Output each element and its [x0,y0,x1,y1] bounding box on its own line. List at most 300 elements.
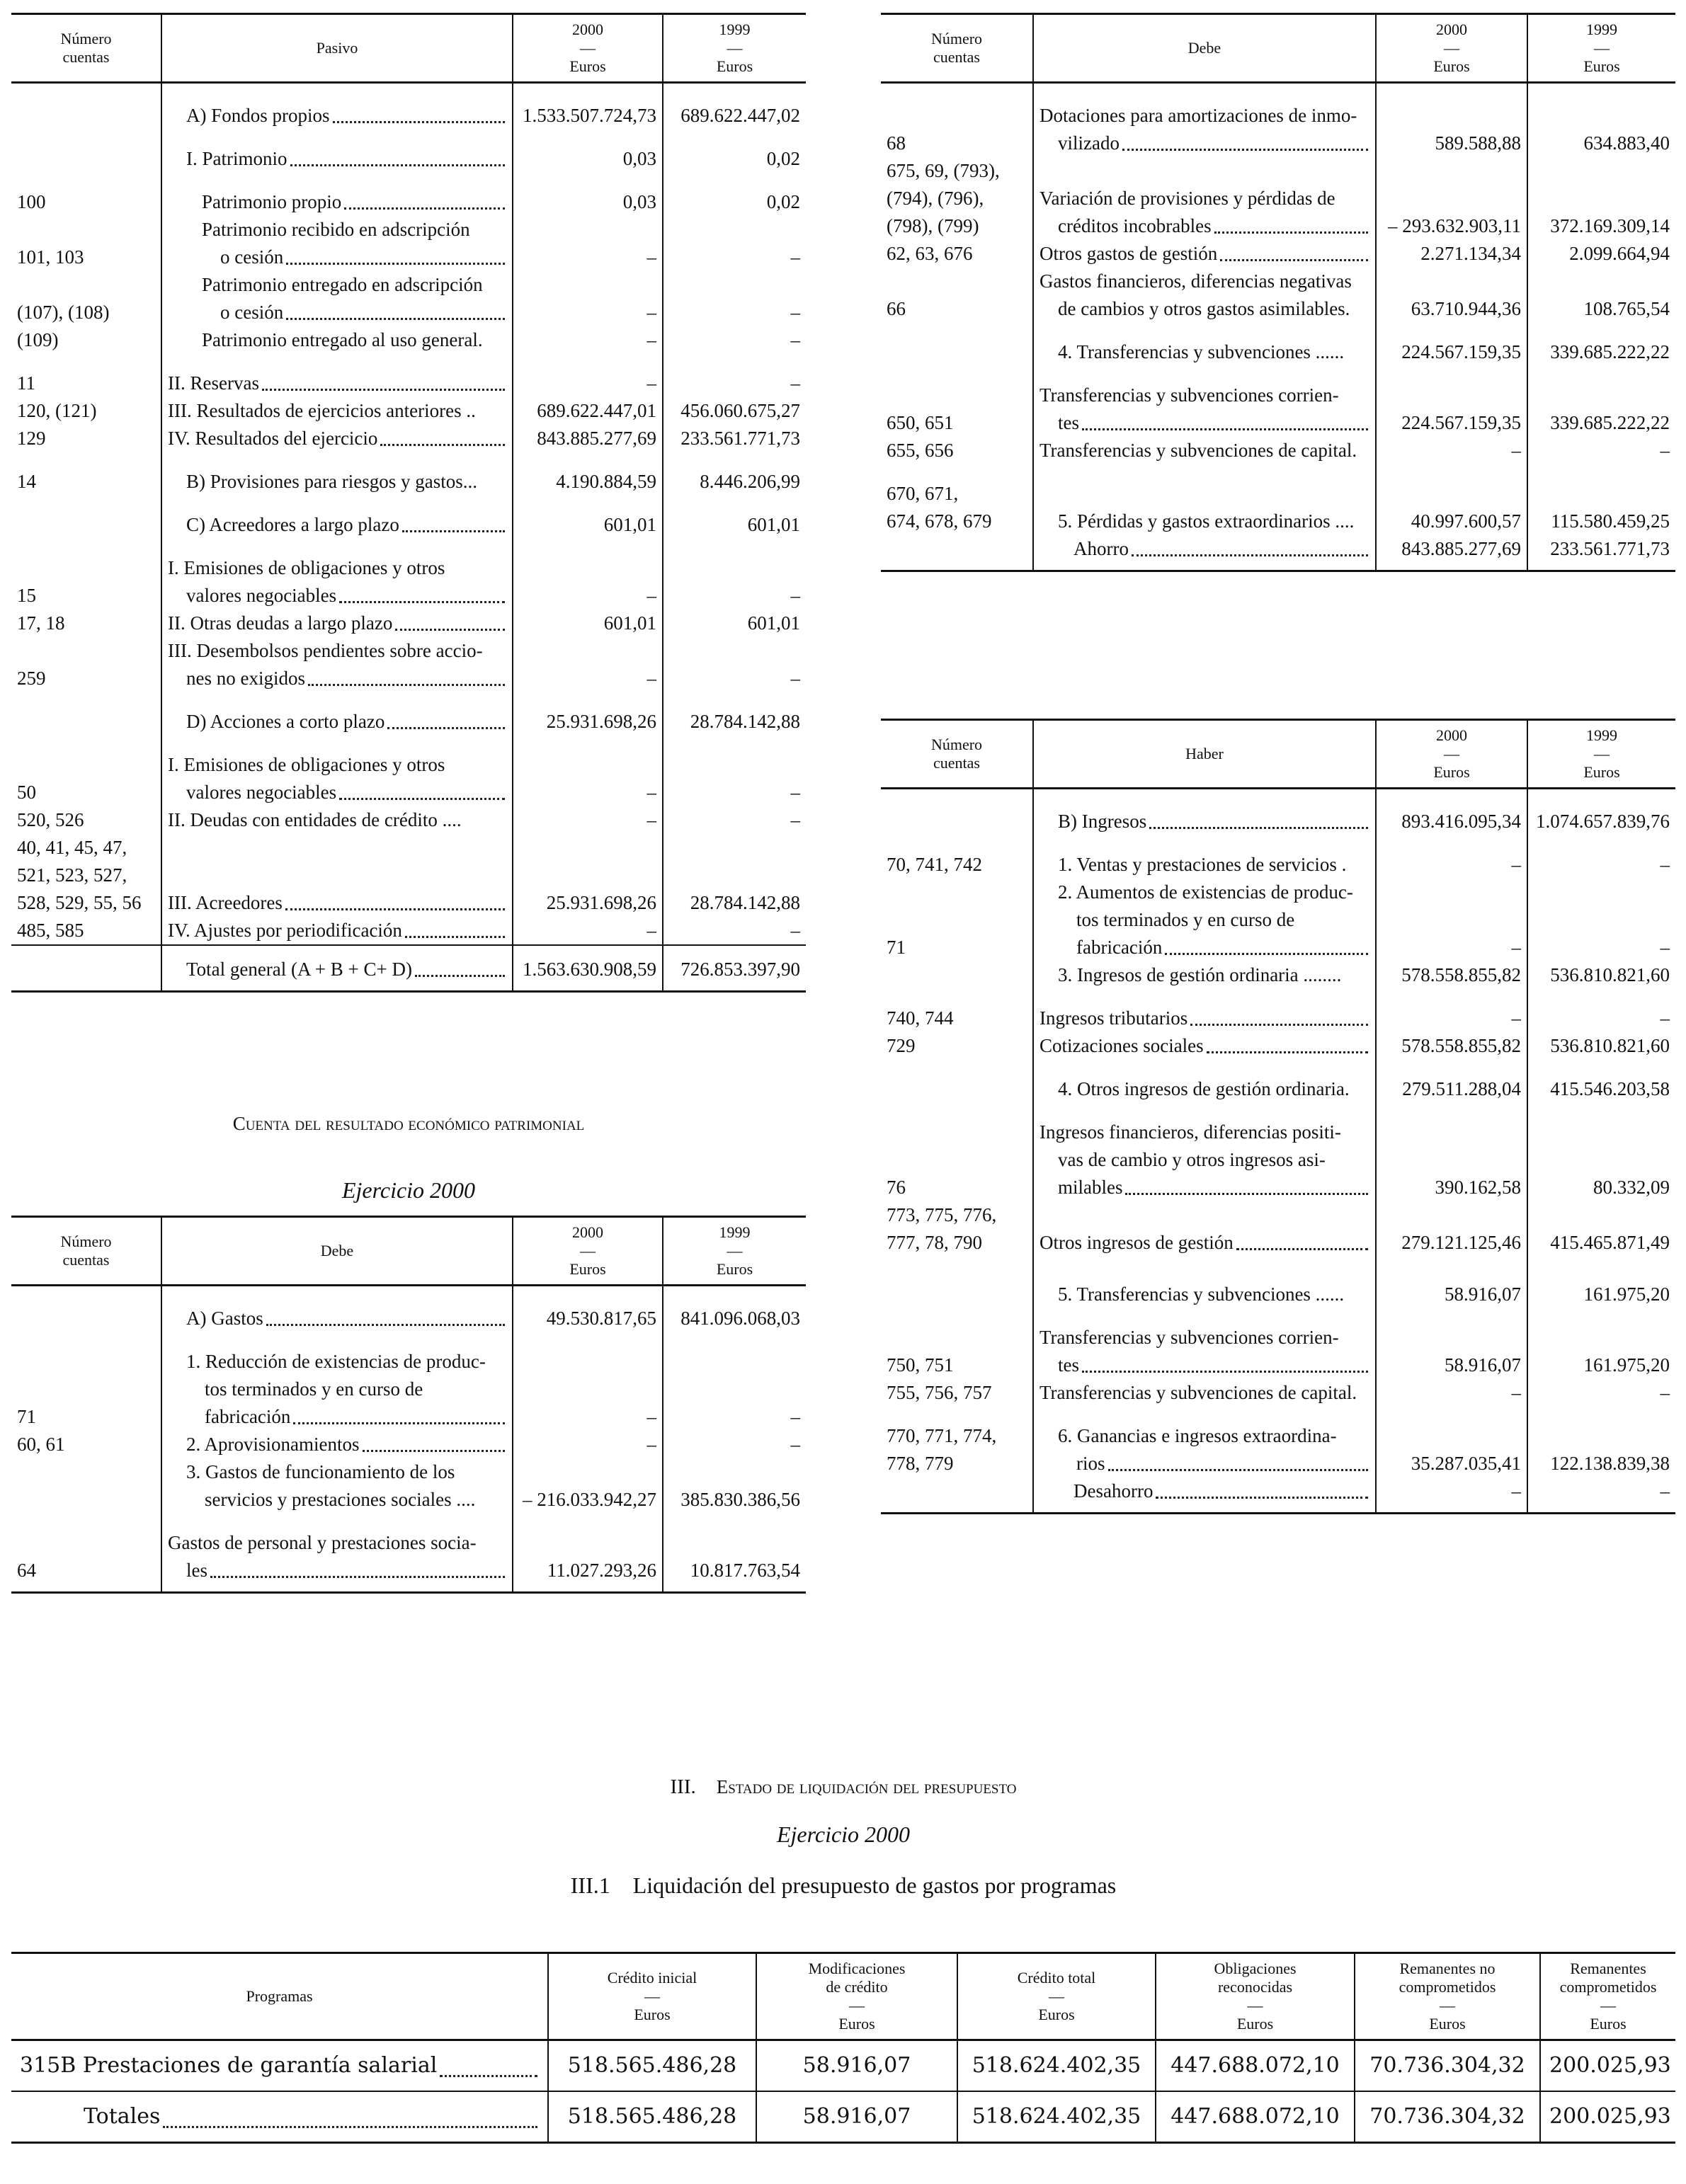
estado-title [11,1776,1675,1799]
value-1999: 8.446.206,99 [663,452,806,496]
table-row [11,1431,806,1458]
line-text: servicios y prestaciones sociales .... [205,1489,476,1510]
value-1999: 115.580.459,25 [1527,464,1675,535]
value-1999: – [663,326,806,354]
concept [1033,879,1376,961]
table-row [881,789,1675,836]
line-text: C) Acreedores a largo plazo [186,514,399,535]
value-1999: 0,02 [663,173,806,216]
column-header: Obligaciones reconocidas — Euros [1156,1953,1355,2040]
concept-label [1039,437,1369,464]
line-text: III. Acreedores [168,892,283,913]
value-1999: 28.784.142,88 [663,834,806,917]
value-1999: – [663,354,806,397]
concept-label [1039,1229,1369,1257]
column-header: Debe [161,1217,513,1286]
table-row [881,961,1675,989]
concept-continuation [1039,1146,1369,1174]
account-numbers: 675, 69, (793), (794), (796), (798), (799) [887,160,1000,236]
account-numbers: 670, 671, 674, 678, 679 [887,483,992,532]
table-row [11,496,806,539]
table-row [11,452,806,496]
account-numbers [881,789,1033,836]
table-row [11,806,806,834]
table-row [11,216,806,271]
concept [1033,240,1376,268]
table-row [881,83,1675,158]
concept [161,806,513,834]
column-header: 2000 — Euros [1376,14,1527,83]
value-2000: 11.027.293,26 [513,1514,663,1593]
line-text: Ingresos financieros, diferencias positi- [1039,1121,1341,1143]
concept-continuation [168,582,506,610]
concept-label [168,1348,506,1376]
column-header: Remanentes no comprometidos — Euros [1355,1953,1540,2040]
concept [161,1514,513,1593]
dot-leader [290,164,506,166]
value-1999: 161.975,20 [1527,1308,1675,1379]
concept-label [168,1305,506,1332]
concept [161,1458,513,1514]
concept [1033,1407,1376,1477]
value-2000: 4.190.884,59 [513,452,663,496]
concept-continuation [1039,1174,1369,1201]
line-text: II. Reservas [168,372,259,394]
concept [1033,268,1376,323]
value-2000: 0,03 [513,173,663,216]
dot-leader [293,1422,505,1424]
line-text: IV. Ajustes por periodificación [168,920,402,941]
table-row [881,157,1675,240]
value-1999: 339.685.222,22 [1527,366,1675,437]
account-numbers: 129 [17,428,46,449]
concept [161,539,513,610]
value-1999: 415.546.203,58 [1527,1060,1675,1103]
value-1999: 634.883,40 [1527,83,1675,158]
value-2000: 578.558.855,82 [1376,1032,1527,1060]
value-2000: – [513,271,663,326]
column-header: Pasivo [161,14,513,83]
table-row [11,326,806,354]
dot-leader [285,908,505,910]
value-2000: – [1376,1477,1527,1514]
value-1999: – [1527,1477,1675,1514]
table-row [881,1257,1675,1308]
value-1999: – [663,917,806,945]
concept-label [168,554,506,582]
account-numbers [881,1477,1033,1514]
line-text: Otros gastos de gestión [1039,243,1218,264]
value-1999: 385.830.386,56 [663,1458,806,1514]
value-1999: – [1527,835,1675,879]
table-row [11,425,806,452]
value-2000: – [1376,835,1527,879]
estado-title-text: Estado de liquidación del presupuesto [716,1776,1017,1797]
line-text: IV. Resultados del ejercicio [168,428,378,449]
account-numbers [881,1257,1033,1308]
account-numbers [11,1458,161,1514]
line-text: II. Deudas con entidades de crédito .... [168,809,462,830]
amount-cell: 518.624.402,35 [957,2091,1156,2143]
line-text: Transferencias y subvenciones corrien- [1039,384,1339,406]
account-numbers: 650, 651 [887,412,954,433]
value-1999: 339.685.222,22 [1527,323,1675,366]
value-1999: 2.099.664,94 [1527,240,1675,268]
table-row [881,1379,1675,1407]
concept-continuation [1039,1450,1369,1477]
account-numbers: 64 [11,1514,161,1593]
concept-label [168,1529,506,1557]
amount-cell: 447.688.072,10 [1156,2091,1355,2143]
table-header [11,1953,1675,2040]
concept [161,1431,513,1458]
concept-label [168,806,506,834]
value-2000: 63.710.944,36 [1376,268,1527,323]
value-2000: – [513,917,663,945]
table-header [881,14,1675,83]
dot-leader [380,444,505,446]
account-numbers: 740, 744 [887,1007,954,1029]
line-text: fabricación [1076,937,1163,958]
value-1999: – [663,736,806,806]
concept-continuation [1039,934,1369,961]
table-row [881,1308,1675,1379]
amount-cell: 518.624.402,35 [957,2040,1156,2092]
column-header: 1999 — Euros [663,14,806,83]
table-row [881,437,1675,464]
line-text: Dotaciones para amortizaciones de inmo- [1039,105,1357,126]
concept-continuation [168,665,506,692]
column-header: Debe [1033,14,1376,83]
account-numbers: 70, 741, 742 [887,854,982,875]
table-row [881,1477,1675,1514]
concept [161,496,513,539]
line-text: B) Provisiones para riesgos y gastos... [186,471,477,492]
line-text: les [186,1560,207,1581]
concept-label [1039,851,1369,879]
value-1999: 80.332,09 [1527,1103,1675,1201]
account-numbers [11,692,161,736]
concept-continuation [1039,295,1369,323]
line-text: III. Desembolsos pendientes sobre accio- [168,640,483,661]
line-text: 1. Reducción de existencias de produc- [186,1351,486,1372]
concept-label [1039,1075,1369,1103]
table-row [11,271,806,326]
concept-continuation [1039,409,1369,437]
table-row [881,1407,1675,1477]
account-numbers: 66 [887,298,906,319]
value-2000: – 216.033.942,27 [513,1458,663,1514]
resultado-debe-table-left [11,1216,806,1594]
resultado-haber-table [881,719,1675,1514]
dot-leader [395,629,505,631]
dot-leader [1190,1024,1368,1026]
column-header: 2000 — Euros [513,1217,663,1286]
account-numbers [11,83,161,130]
account-numbers: 62, 63, 676 [887,243,973,264]
concept-label [168,370,506,397]
value-1999: 841.096.068,03 [663,1286,806,1333]
table-row [11,539,806,610]
value-1999: 233.561.771,73 [663,425,806,452]
concept [1033,989,1376,1032]
value-2000: 40.997.600,57 [1376,464,1527,535]
account-numbers [881,1060,1033,1103]
value-2000: 279.511.288,04 [1376,1060,1527,1103]
line-text: valores negociables [186,585,337,606]
account-numbers [881,323,1033,366]
dot-leader [1082,428,1368,430]
line-text: Otros ingresos de gestión [1039,1232,1234,1253]
table-row [881,240,1675,268]
programas-table [11,1952,1675,2144]
line-text: tes [1058,412,1079,433]
value-1999: – [1527,879,1675,961]
amount-cell: 70.736.304,32 [1355,2091,1540,2143]
value-1999: 536.810.821,60 [1527,961,1675,989]
value-2000: 601,01 [513,610,663,637]
estado-section-title: III.1 Liquidación del presupuesto de gastos por programas [570,1873,1117,1898]
account-numbers: 71 [887,937,906,958]
value-2000: 224.567.159,35 [1376,366,1527,437]
concept-label [1039,268,1369,295]
concept-label [1039,535,1369,563]
concept [1033,1257,1376,1308]
concept [161,834,513,917]
dot-leader [210,1576,505,1578]
concept [1033,1379,1376,1407]
value-2000: 2.271.134,34 [1376,240,1527,268]
line-text: o cesión [220,246,284,268]
concept [161,736,513,806]
amount-cell: 70.736.304,32 [1355,2040,1540,2092]
value-1999: 28.784.142,88 [663,692,806,736]
value-2000: 224.567.159,35 [1376,323,1527,366]
line-text: rios [1076,1453,1105,1474]
concept-continuation [1039,1351,1369,1379]
value-2000: 0,03 [513,130,663,173]
column-header: 2000 — Euros [513,14,663,83]
concept-continuation [1039,212,1369,240]
account-numbers [11,945,161,992]
account-numbers: 770, 771, 774, 778, 779 [887,1425,997,1474]
account-numbers: 729 [887,1035,916,1056]
concept [161,326,513,354]
concept-label [1039,185,1369,212]
line-text: 3. Ingresos de gestión ordinaria ........ [1058,964,1342,985]
concept [1033,1103,1376,1201]
concept-label [1039,508,1369,535]
value-2000: 589.588,88 [1376,83,1527,158]
account-numbers: 11 [17,372,35,394]
table-row [11,397,806,425]
concept-label [1039,1477,1369,1505]
line-text: o cesión [220,302,284,323]
dot-leader [339,798,505,800]
concept-label [1039,1005,1369,1032]
value-2000: 893.416.095,34 [1376,789,1527,836]
value-1999: – [663,271,806,326]
concept-continuation [168,1557,506,1584]
concept-label [1039,1032,1369,1060]
column-header: Número cuentas [11,14,161,83]
line-text: valores negociables [186,782,337,803]
table-row [11,692,806,736]
dot-leader [286,318,505,320]
line-text: II. Otras deudas a largo plazo [168,612,393,634]
concept-label [1039,1422,1369,1450]
value-2000: 279.121.125,46 [1376,1201,1527,1257]
value-2000: 578.558.855,82 [1376,961,1527,989]
table-row [881,535,1675,571]
table-row [11,173,806,216]
line-text: Total general (A + B + C+ D) [186,959,412,980]
line-text: Patrimonio propio [202,191,342,212]
table-row [881,1032,1675,1060]
column-header: 1999 — Euros [1527,14,1675,83]
dot-leader [387,727,505,729]
concept [1033,437,1376,464]
concept-continuation [168,244,506,271]
table-row [11,610,806,637]
value-2000: – [1376,989,1527,1032]
line-text: Totales [84,2104,161,2129]
value-2000: 58.916,07 [1376,1257,1527,1308]
dot-leader [415,975,505,977]
concept-label [168,188,506,216]
column-header: Crédito total — Euros [957,1953,1156,2040]
dot-leader [308,684,505,686]
value-1999: – [663,1431,806,1458]
concept-label [168,145,506,173]
account-numbers: 14 [17,471,36,492]
line-text: vilizado [1058,132,1120,154]
concept-label [168,216,506,244]
value-1999: – [1527,437,1675,464]
line-text: 1. Ventas y prestaciones de servicios . [1058,854,1347,875]
account-numbers [11,496,161,539]
value-2000: – [513,539,663,610]
concept-label [168,511,506,539]
concept [161,917,513,945]
account-numbers: 76 [887,1177,906,1198]
value-1999: 601,01 [663,496,806,539]
section-title-resultado: Cuenta del resultado económico patrimonial [232,1113,585,1134]
concept-label [168,708,506,736]
table-row [11,354,806,397]
estado-title-number: III. [670,1776,696,1798]
line-text: Patrimonio entregado en adscripción [202,274,483,295]
concept-label [168,1431,506,1458]
concept [161,637,513,692]
amount-cell: 200.025,93 [1540,2040,1675,2092]
dot-leader [1149,827,1368,829]
dot-leader [402,530,505,532]
account-numbers: 259 [17,668,46,689]
table-row [11,130,806,173]
table-row [881,1201,1675,1257]
table-row [11,2040,1675,2092]
account-numbers: 773, 775, 776, 777, 78, 790 [887,1204,997,1253]
account-numbers [881,535,1033,571]
column-header: 2000 — Euros [1376,720,1527,789]
amount-cell: 200.025,93 [1540,2091,1675,2143]
resultado-debe-table-right [881,13,1675,572]
concept-label [168,751,506,779]
line-text: A) Gastos [186,1308,263,1329]
value-1999: – [663,806,806,834]
value-2000: – [513,354,663,397]
section-subtitle-ejercicio: Ejercicio 2000 [341,1177,476,1203]
concept-label [168,637,506,665]
line-text: I. Patrimonio [186,148,287,169]
line-text: Gastos financieros, diferencias negativas [1039,270,1352,292]
concept [1033,835,1376,879]
table-row [881,268,1675,323]
line-text: milables [1058,1177,1123,1198]
value-2000: – [513,736,663,806]
concept [1033,157,1376,240]
line-text: B) Ingresos [1058,811,1147,832]
account-numbers: 60, 61 [17,1434,65,1455]
value-1999: 1.074.657.839,76 [1527,789,1675,836]
concept [1033,323,1376,366]
account-numbers: 101, 103 [17,246,84,268]
value-1999: 726.853.397,90 [663,945,806,992]
table-header [11,14,806,83]
value-2000: 601,01 [513,496,663,539]
line-text: 2. Aumentos de existencias de produc- [1058,881,1353,903]
value-2000: 35.287.035,41 [1376,1407,1527,1477]
line-text: 4. Transferencias y subvenciones ...... [1058,341,1345,362]
dot-leader [339,601,505,603]
line-text: 5. Transferencias y subvenciones ...... [1058,1283,1345,1305]
concept [1033,83,1376,158]
program-label [11,2091,548,2143]
line-text: Desahorro [1073,1480,1154,1502]
concept [161,425,513,452]
account-numbers: 68 [887,132,906,154]
table-row [11,1286,806,1333]
dot-leader [1082,1371,1368,1373]
concept [161,83,513,130]
concept-label [168,425,506,452]
concept-label [1039,1379,1369,1407]
value-2000: – [513,216,663,271]
concept [161,452,513,496]
account-numbers: 755, 756, 757 [887,1382,992,1403]
value-2000: – [513,637,663,692]
account-numbers: (109) [17,329,59,350]
concept [161,1286,513,1333]
concept [1033,1308,1376,1379]
line-text: A) Fondos propios [186,105,330,126]
line-text: Variación de provisiones y pérdidas de [1039,188,1335,209]
concept-label [1039,1119,1369,1146]
concept [1033,366,1376,437]
amount-cell: 518.565.486,28 [548,2040,756,2092]
line-text: Transferencias y subvenciones de capital. [1039,440,1357,461]
line-text: Patrimonio entregado al uso general. [202,329,483,350]
account-numbers: 50 [17,782,36,803]
account-numbers: 15 [17,585,36,606]
concept [161,216,513,271]
value-1999: 161.975,20 [1527,1257,1675,1308]
amount-cell: 518.565.486,28 [548,2091,756,2143]
column-header: Número cuentas [881,14,1033,83]
program-label-line [20,2048,539,2083]
concept-label [168,1458,506,1486]
